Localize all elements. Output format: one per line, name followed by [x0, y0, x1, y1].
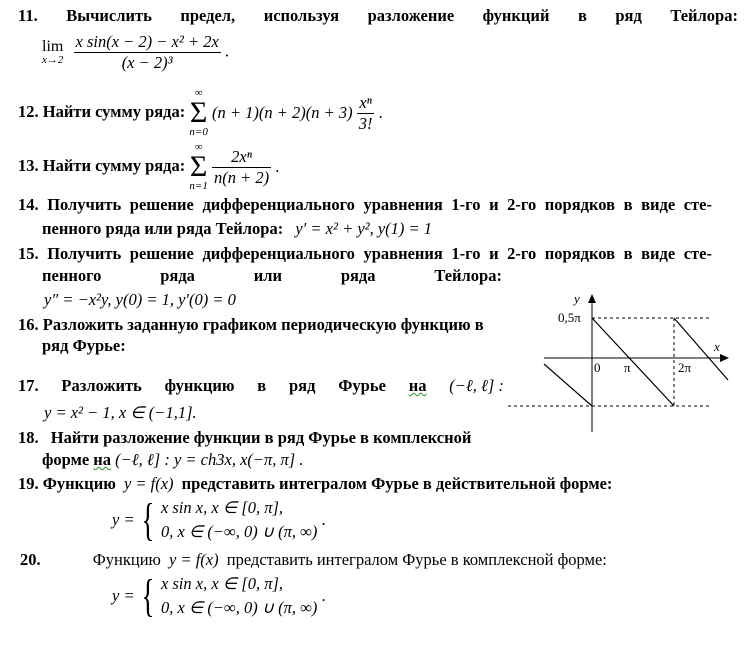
word: Функцию: [42, 474, 116, 493]
periodic-function-graph: [500, 288, 736, 436]
word: Тейлора:: [670, 6, 738, 25]
sum-upper: ∞: [194, 87, 203, 99]
word: решение: [129, 195, 194, 214]
limit-label: lim: [42, 38, 64, 55]
word: сте-: [683, 244, 712, 263]
word: Фурье: [338, 376, 386, 395]
word: в: [623, 195, 633, 214]
problem-17-line1: [18, 376, 504, 396]
word: функцию: [164, 376, 235, 395]
problem-14-line1: [18, 195, 712, 215]
word: 1-го: [451, 244, 481, 263]
word: решение: [129, 244, 194, 263]
function: y = f(x): [123, 474, 174, 493]
x-tick-2pi: 2π: [678, 360, 692, 375]
word: в: [257, 376, 267, 395]
problem-19-cases: y = { x sin x, x ∈ [0, π], 0, x ∈ (−∞, 0) ∪ (π, ∞) .: [112, 494, 326, 545]
fraction-denominator: (x − 2)³: [121, 53, 173, 72]
sum-lower: n=0: [189, 126, 208, 138]
word: сте-: [683, 195, 712, 214]
problem-16-line2: ряд Фурье:: [42, 336, 126, 355]
case-2: 0, x ∈ (−∞, 0) ∪ (π, ∞): [160, 522, 318, 541]
word: на: [408, 376, 427, 395]
word: и: [489, 195, 499, 214]
period: .: [321, 510, 326, 529]
word: Тейлора:: [434, 266, 502, 285]
function-segment: [592, 318, 674, 406]
word: в: [623, 244, 633, 263]
case-1: x sin x, x ∈ [0, π],: [160, 498, 284, 517]
word: Получить: [47, 244, 122, 263]
origin-label: 0: [594, 360, 601, 375]
problem-11-line1: [18, 6, 738, 26]
series-fraction: [212, 147, 271, 188]
series-term: (n + 1)(n + 2)(n + 3): [211, 103, 353, 122]
y-axis-label: y: [574, 291, 580, 306]
x-axis-arrow: [720, 354, 729, 362]
problem-text: представить интегралом Фурье в действительной форме:: [181, 474, 613, 493]
word: Функцию: [92, 550, 161, 569]
x-tick-pi: π: [624, 360, 631, 375]
problem-number: 20.: [20, 550, 41, 569]
piecewise-cases: [161, 496, 317, 544]
problem-15-line2: [42, 266, 502, 286]
problem-20-cases: y = { x sin x, x ∈ [0, π], 0, x ∈ (−∞, 0) ∪ (π, ∞) .: [112, 570, 326, 621]
problem-13: [18, 142, 279, 192]
word: Получить: [47, 195, 122, 214]
word: предел,: [180, 6, 236, 25]
function: y = f(x): [169, 550, 219, 569]
case-1: x sin x, x ∈ [0, π],: [160, 574, 284, 593]
sum-symbol: ∞ Σ n=1: [189, 141, 208, 192]
function-segment: [544, 364, 592, 406]
word: в: [577, 6, 587, 25]
word: 2-го: [507, 195, 537, 214]
word: пенного: [42, 266, 102, 285]
problem-number: 17.: [18, 376, 39, 395]
sum-symbol: ∞ Σ n=0: [189, 87, 208, 138]
word: виде: [641, 244, 676, 263]
problem-14-line2: [42, 219, 432, 239]
word: дифференциального: [202, 195, 355, 214]
lhs: y =: [112, 510, 135, 529]
problem-text: Найти сумму ряда:: [42, 155, 186, 175]
limit: [42, 39, 63, 66]
word: ряда: [340, 266, 376, 285]
word: и: [489, 244, 499, 263]
problem-20-line1: [20, 550, 607, 570]
x-axis-label: x: [714, 339, 720, 354]
fraction-denominator: 3!: [358, 113, 373, 133]
period: .: [378, 103, 383, 122]
y-axis-arrow: [588, 294, 596, 303]
word: используя: [263, 6, 340, 25]
fraction-denominator: n(n + 2): [213, 167, 270, 187]
word: ряд: [615, 6, 642, 25]
fraction-numerator: 2xⁿ: [212, 147, 271, 168]
word: виде: [641, 195, 676, 214]
word: Разложить: [61, 376, 142, 395]
problem-number: 13.: [18, 155, 39, 175]
word: разложение: [367, 6, 455, 25]
limit-sub: x→2: [42, 54, 64, 66]
y-tick-label: 0,5π: [558, 310, 581, 325]
problem-number: 16.: [18, 315, 39, 334]
word: ряд: [289, 376, 316, 395]
limit-fraction: [74, 32, 221, 73]
problem-text: представить интегралом Фурье в комплексной форме:: [226, 550, 607, 569]
period: .: [224, 41, 230, 61]
problem-number: 19.: [18, 474, 39, 493]
problem-text: Найти сумму ряда:: [42, 101, 186, 121]
word: форме: [42, 450, 90, 469]
problem-text: Разложить заданную графиком периодическую функцию в: [42, 315, 484, 334]
word: порядков: [544, 195, 616, 214]
problem-16-line1: [18, 315, 484, 335]
problem-18-line1: [18, 428, 471, 448]
problem-12: [18, 88, 383, 138]
equation: (−ℓ, ℓ] : y = ch3x, x(−π, π] .: [115, 450, 304, 469]
problem-15-line1: [18, 244, 712, 264]
period: .: [275, 157, 280, 176]
problem-number: 11.: [18, 6, 38, 25]
problem-15-equation: y″ = −x²y, y(0) = 1, y′(0) = 0: [44, 290, 236, 309]
word: на: [93, 450, 112, 469]
word: порядков: [544, 244, 616, 263]
word: уравнения: [363, 195, 443, 214]
word: Вычислить: [66, 6, 152, 25]
problem-18-line2: [42, 450, 303, 470]
word: 2-го: [507, 244, 537, 263]
problem-11-formula: [42, 32, 229, 73]
period: .: [321, 586, 326, 605]
fraction-numerator: xⁿ: [357, 93, 375, 114]
word: дифференциального: [202, 244, 355, 263]
word: или: [253, 266, 283, 285]
sum-upper: ∞: [194, 141, 203, 153]
problem-text: пенного ряда или ряда Тейлора:: [42, 219, 284, 238]
problem-19-line1: [18, 474, 612, 494]
piecewise-cases: [161, 572, 317, 620]
problem-number: 12.: [18, 101, 39, 121]
case-2: 0, x ∈ (−∞, 0) ∪ (π, ∞): [160, 598, 318, 617]
problem-number: 14.: [18, 195, 39, 214]
problem-text: Найти разложение функции в ряд Фурье в комплексной: [50, 428, 472, 447]
word: функций: [482, 6, 550, 25]
sum-lower: n=1: [189, 180, 208, 192]
word: 1-го: [451, 195, 481, 214]
problem-number: 18.: [18, 428, 39, 447]
interval: (−ℓ, ℓ] :: [449, 376, 504, 395]
equation: y′ = x² + y², y(1) = 1: [295, 219, 433, 238]
series-fraction: [357, 93, 375, 134]
lhs: y =: [112, 586, 135, 605]
word: ряда: [160, 266, 195, 285]
fraction-numerator: x sin(x − 2) − x² + 2x: [75, 32, 219, 51]
word: уравнения: [363, 244, 443, 263]
problem-number: 15.: [18, 244, 39, 263]
problem-17-equation: y = x² − 1, x ∈ (−1,1].: [44, 403, 197, 422]
